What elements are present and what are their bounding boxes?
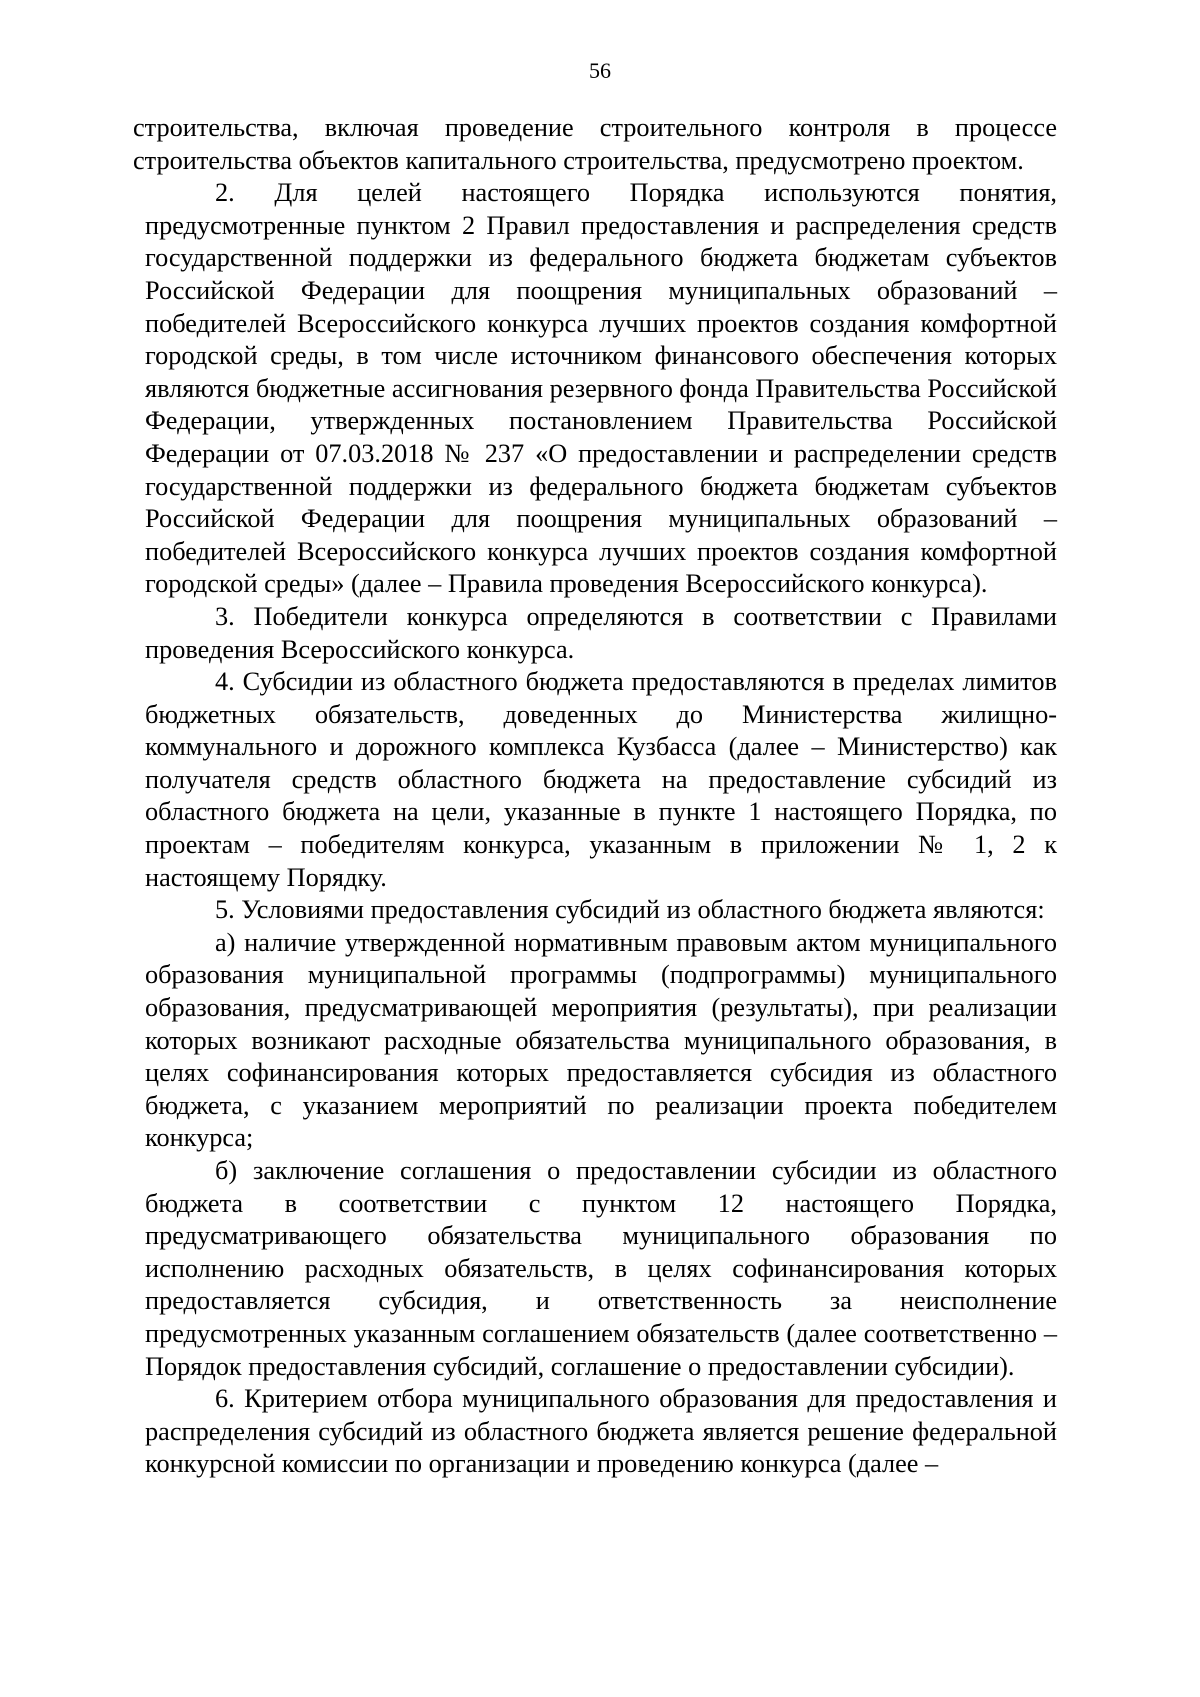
paragraph-item-4: 4. Субсидии из областного бюджета предоставляются в пределах лимитов бюджетных обязательств, доведенных до Министерства жилищно-коммунального и дорожного комплекса Кузбасса (далее – Министерство) как получателя средств областного бюджета на предоставление субсидий из областного бюджета на цели, указанные в пункте 1 настоящего Порядка, по проектам – победителям конкурса, указанным в приложении № 1, 2 к настоящему Порядку. (145, 667, 1057, 892)
paragraph-continuation: строительства, включая проведение строительного контроля в процессе строительства объектов капитального строительства, предусмотрено проектом. (133, 113, 1057, 175)
paragraph-item-6: 6. Критерием отбора муниципального образования для предоставления и распределения субсидий из областного бюджета является решение федеральной конкурсной комиссии по организации и проведению конкурса (далее – (145, 1384, 1057, 1479)
paragraph-item-3: 3. Победители конкурса определяются в соответствии с Правилами проведения Всероссийского конкурса. (145, 601, 1057, 664)
paragraph-item-5b: б) заключение соглашения о предоставлении субсидии из областного бюджета в соответствии с пунктом 12 настоящего Порядка, предусматривающего обязательства муниципального образования по исполнению расходных обязательств, в целях софинансирования которых предоставляется субсидия, и ответственность за неисполнение предусмотренных указанным соглашением обязательств (далее соответственно – Порядок предоставления субсидий, соглашение о предоставлении субсидии). (145, 1156, 1057, 1381)
page-number: 56 (589, 58, 611, 83)
document-body (133, 112, 1057, 1481)
paragraph-item-2: 2. Для целей настоящего Порядка используются понятия, предусмотренные пунктом 2 Правил предоставления и распределения средств государственной поддержки из федерального бюджета бюджетам субъектов Российской Федерации для поощрения муниципальных образований – победителей Всероссийского конкурса лучших проектов создания комфортной городской среды, в том числе источником финансового обеспечения которых являются бюджетные ассигнования резервного фонда Правительства Российской Федерации, утвержденных постановлением Правительства Российской Федерации от 07.03.2018 № 237 «О предоставлении и распределении средств государственной поддержки из федерального бюджета бюджетам субъектов Российской Федерации для поощрения муниципальных образований – победителей Всероссийского конкурса лучших проектов создания комфортной городской среды» (далее – Правила проведения Всероссийского конкурса). (145, 178, 1057, 599)
paragraph-item-5a: а) наличие утвержденной нормативным правовым актом муниципального образования муниципальной программы (подпрограммы) муниципального образования, предусматривающей мероприятия (результаты), при реализации которых возникают расходные обязательства муниципального образования, в целях софинансирования которых предоставляется субсидия из областного бюджета, с указанием мероприятий по реализации проекта победителем конкурса; (145, 927, 1057, 1153)
paragraph-item-5: 5. Условиями предоставления субсидий из областного бюджета являются: (215, 895, 1045, 925)
